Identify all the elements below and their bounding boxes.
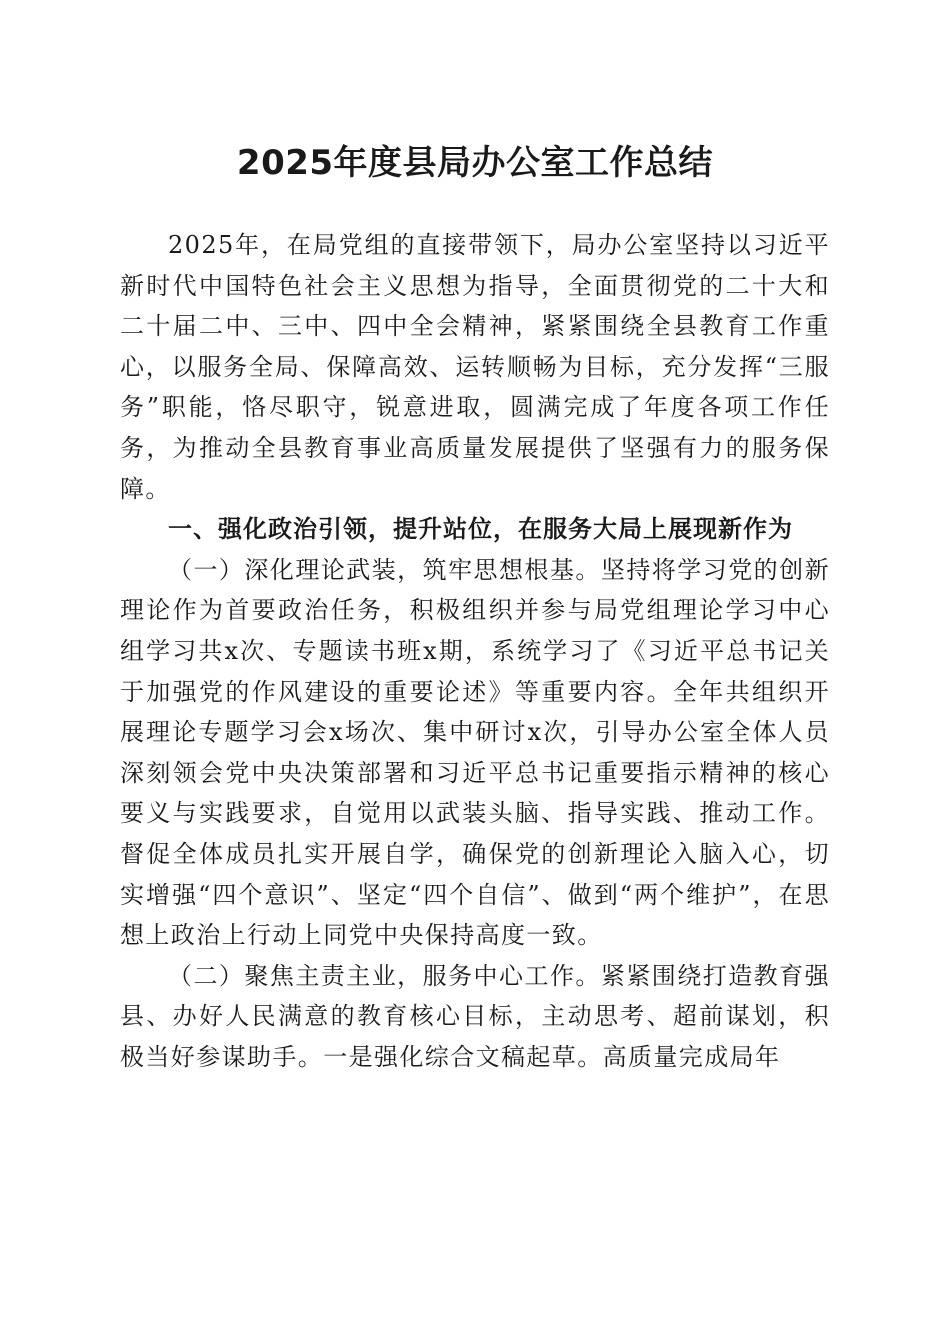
- section-1-item-2-paragraph: [120, 956, 830, 1078]
- intro-paragraph: 2025年，在局党组的直接带领下，局办公室坚持以习近平新时代中国特色社会主义思想为指导，全面贯彻党的二十大和二十届二中、三中、四中全会精神，紧紧围绕全县教育工作重心，以服务全局、保障高效、运转顺畅为目标，充分发挥“三服务”职能，恪尽职守，锐意进取，圆满完成了年度各项工作任务，为推动全县教育事业高质量发展提供了坚强有力的服务保障。: [120, 231, 830, 503]
- section-1-item-1-paragraph: [120, 550, 830, 956]
- document-title: 2025年度县局办公室工作总结: [236, 143, 714, 183]
- section-1-heading: 一、强化政治引领，提升站位，在服务大局上展现新作为: [168, 515, 793, 544]
- section-1-item-2-lead: （二）聚焦主责主业，服务中心工作。: [168, 961, 601, 990]
- document-page: [120, 0, 830, 1077]
- section-1-item-1-text: 坚持将学习党的创新理论作为首要政治任务，积极组织并参与局党组理论学习中心组学习共x次、专题读书班x期，系统学习了《习近平总书记关于加强党的作风建设的重要论述》等重要内容。全年共组织开展理论专题学习会x场次、集中研讨x次，引导办公室全体人员深刻领会党中央决策部署和习近平总书记重要指示精神的核心要义与实践要求，自觉用以武装头脑、指导实践、推动工作。督促全体成员扎实开展自学，确保党的创新理论入脑入心，切实增强“四个意识”、坚定“四个自信”、做到“两个维护”，在思想上政治上行动上同党中央保持高度一致。: [120, 555, 830, 950]
- section-1-item-2-text: 紧紧围绕打造教育强县、办好人民满意的教育核心目标，主动思考、超前谋划，积极当好参谋助手。一是强化综合文稿起草。高质量完成局年: [120, 961, 830, 1071]
- document-body: [120, 225, 830, 1077]
- section-1-item-1-lead: （一）深化理论武装，筑牢思想根基。: [168, 555, 601, 584]
